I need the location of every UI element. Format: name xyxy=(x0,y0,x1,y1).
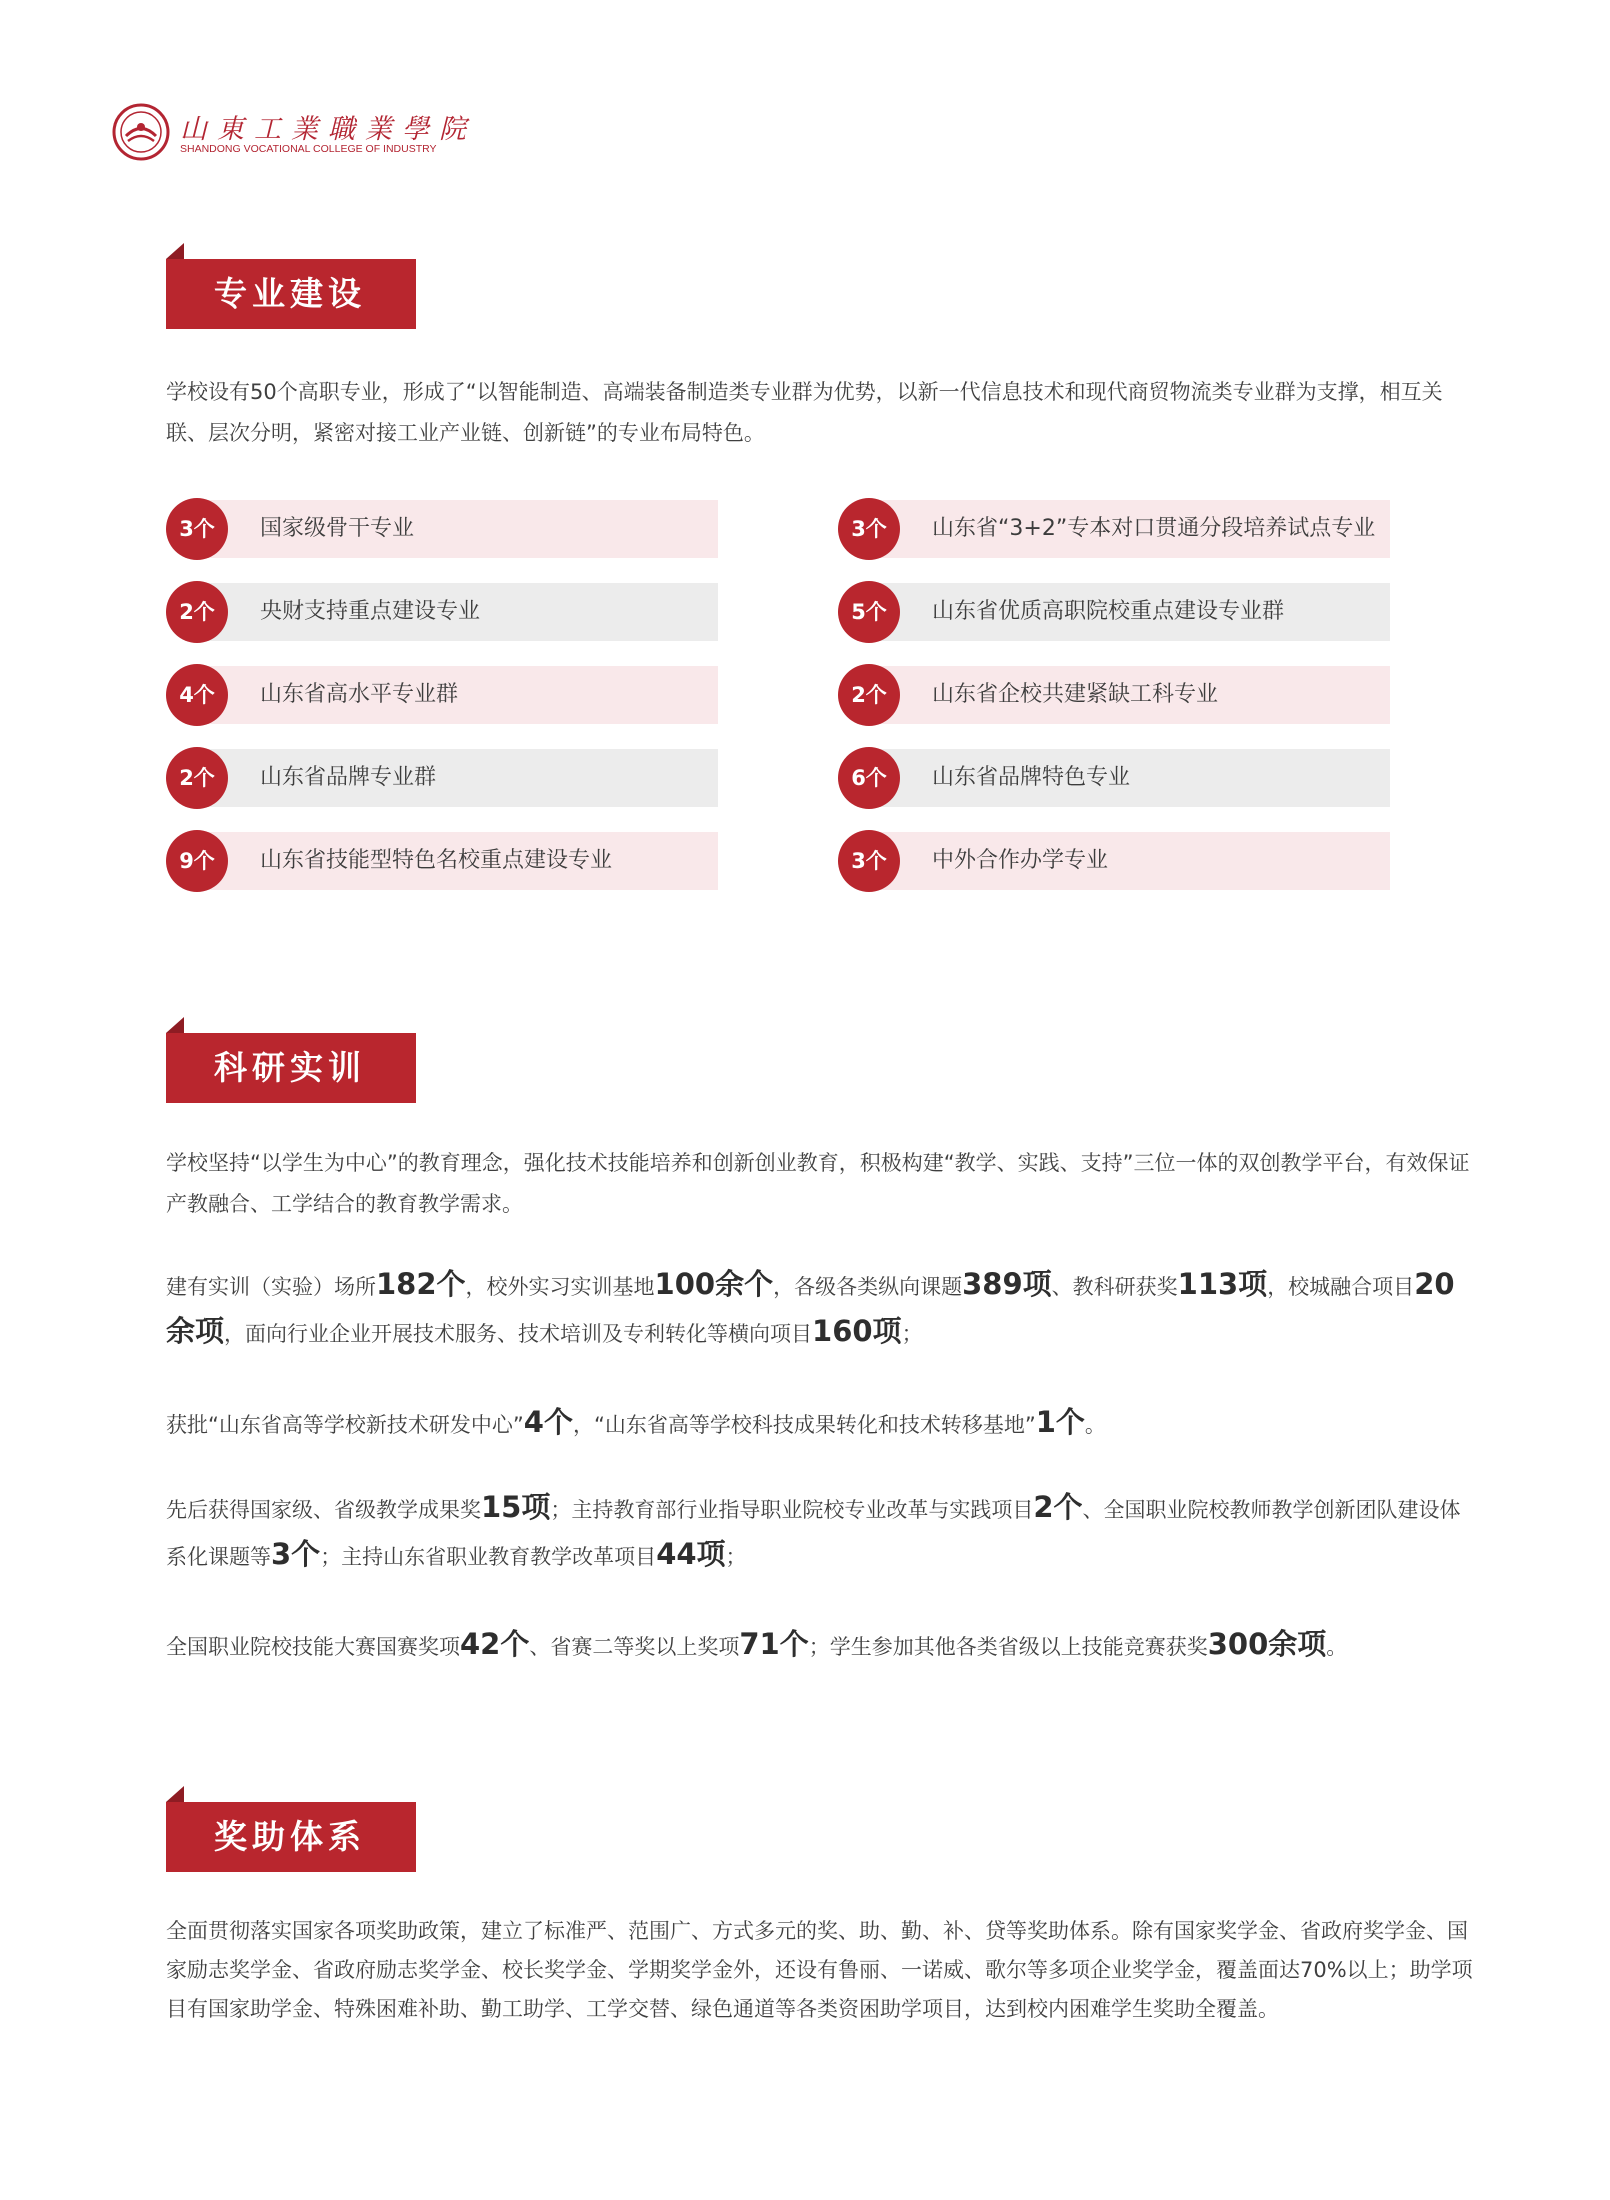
item-label: 中外合作办学专业 xyxy=(932,848,1109,873)
item-label: 央财支持重点建设专业 xyxy=(260,599,481,624)
stat-value: 182个 xyxy=(376,1267,466,1301)
stat-value: 160项 xyxy=(812,1314,902,1348)
stat-value: 2个 xyxy=(1033,1490,1083,1524)
item-label: 山东省企校共建紧缺工科专业 xyxy=(932,682,1219,707)
logo-english-name: SHANDONG VOCATIONAL COLLEGE OF INDUSTRY xyxy=(180,143,437,155)
count-badge: 3个 xyxy=(838,498,900,560)
list-item xyxy=(166,583,718,641)
research-stats-paragraph-4: 全国职业院校技能大赛国赛奖项42个、省赛二等奖以上奖项71个；学生参加其他各类省级以上技能竞赛获奖300余项。 xyxy=(166,1627,1348,1661)
section-title: 专业建设 xyxy=(166,259,416,329)
list-item xyxy=(166,666,718,724)
item-label: 山东省高水平专业群 xyxy=(260,682,459,707)
section-title: 奖助体系 xyxy=(166,1802,416,1872)
stat-value: 4个 xyxy=(523,1405,573,1439)
list-item xyxy=(838,749,1390,807)
count-badge: 5个 xyxy=(838,581,900,643)
section-title: 科研实训 xyxy=(166,1033,416,1103)
item-label: 山东省品牌专业群 xyxy=(260,765,437,790)
research-stats-paragraph-3: 先后获得国家级、省级教学成果奖15项；主持教育部行业指导职业院校专业改革与实践项目2个、全国职业院校教师教学创新团队建设体系化课题等3个；主持山东省职业教育教学改革项目44项； xyxy=(166,1490,1461,1571)
major-intro-text: 学校设有50个高职专业，形成了“以智能制造、高端装备制造类专业群为优势，以新一代信息技术和现代商贸物流类专业群为支撑，相互关联、层次分明，紧密对接工业产业链、创新链”的专业布局特色。 xyxy=(166,380,1443,445)
research-stats-paragraph-2: 获批“山东省高等学校新技术研发中心”4个，“山东省高等学校科技成果转化和技术转移基地”1个。 xyxy=(166,1405,1106,1439)
list-item xyxy=(838,583,1390,641)
list-item xyxy=(838,832,1390,890)
list-item xyxy=(166,749,718,807)
count-badge: 2个 xyxy=(838,664,900,726)
item-label: 山东省品牌特色专业 xyxy=(932,765,1131,790)
stat-value: 113项 xyxy=(1177,1267,1268,1301)
count-badge: 3个 xyxy=(166,498,228,560)
school-emblem-icon xyxy=(112,103,170,161)
list-item xyxy=(166,832,718,890)
logo-chinese-name: 山東工業職業學院 xyxy=(180,114,476,145)
count-badge: 9个 xyxy=(166,830,228,892)
stat-value: 44项 xyxy=(656,1537,726,1571)
stat-value: 1个 xyxy=(1035,1405,1085,1439)
research-intro-text: 学校坚持“以学生为中心”的教育理念，强化技术技能培养和创新创业教育，积极构建“教学、实践、支持”三位一体的双创教学平台，有效保证产教融合、工学结合的教育教学需求。 xyxy=(166,1151,1470,1216)
stat-value: 71个 xyxy=(739,1627,809,1661)
count-badge: 2个 xyxy=(166,581,228,643)
item-label: 国家级骨干专业 xyxy=(260,516,415,541)
research-stats-paragraph-1: 建有实训（实验）场所182个，校外实习实训基地100余个，各级各类纵向课题389项、教科研获奖113项，校城融合项目20余项，面向行业企业开展技术服务、技术培训及专利转化等横向项目160项； xyxy=(166,1267,1455,1348)
list-item xyxy=(838,666,1390,724)
count-badge: 3个 xyxy=(838,830,900,892)
list-item xyxy=(166,500,718,558)
scholarship-text: 全面贯彻落实国家各项奖助政策，建立了标准严、范围广、方式多元的奖、助、勤、补、贷等奖助体系。除有国家奖学金、省政府奖学金、国家励志奖学金、省政府励志奖学金、校长奖学金、学期奖学金外，还设有鲁丽、一诺威、歌尔等多项企业奖学金，覆盖面达70%以上；助学项目有国家助学金、特殊困难补助、勤工助学、工学交替、绿色通道等各类资困助学项目，达到校内困难学生奖助全覆盖。 xyxy=(166,1919,1473,2021)
stat-value: 20余项 xyxy=(166,1267,1455,1348)
section-header-major xyxy=(166,243,416,313)
item-label: 山东省优质高职院校重点建设专业群 xyxy=(932,599,1285,624)
stat-value: 15项 xyxy=(481,1490,551,1524)
section-header-research xyxy=(166,1017,416,1087)
list-item xyxy=(838,500,1390,558)
item-label: 山东省技能型特色名校重点建设专业 xyxy=(260,848,613,873)
stat-value: 100余个 xyxy=(654,1267,774,1301)
count-badge: 4个 xyxy=(166,664,228,726)
stat-value: 300余项 xyxy=(1207,1627,1327,1661)
count-badge: 6个 xyxy=(838,747,900,809)
count-badge: 2个 xyxy=(166,747,228,809)
section-header-scholarship xyxy=(166,1786,416,1856)
stat-value: 42个 xyxy=(460,1627,530,1661)
stat-value: 3个 xyxy=(271,1537,321,1571)
stat-value: 389项 xyxy=(962,1267,1052,1301)
school-logo xyxy=(112,103,476,163)
item-label: 山东省“3+2”专本对口贯通分段培养试点专业 xyxy=(932,516,1376,541)
